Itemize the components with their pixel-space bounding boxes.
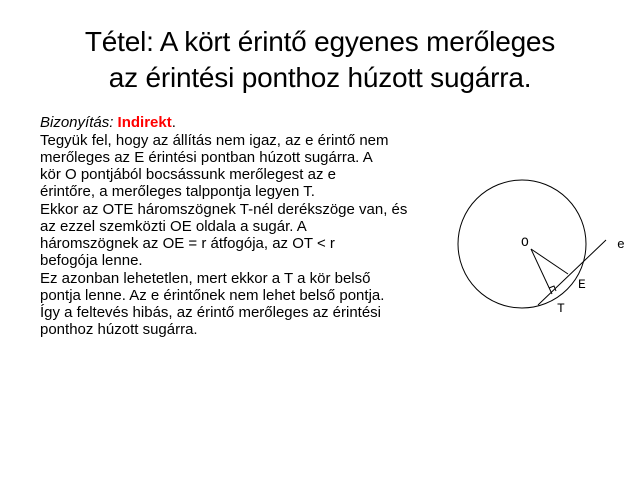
- label-E: E: [578, 277, 586, 292]
- text-line: merőleges az E érintési pontban húzott sugárra. A: [40, 149, 373, 166]
- label-O: O: [521, 235, 529, 250]
- paragraph-triangle: [40, 201, 490, 269]
- text-line: befogója lenne.: [40, 252, 143, 269]
- slide-title: [0, 24, 640, 96]
- text-line: Ekkor az OTE háromszögnek T-nél derékszöge van, és: [40, 201, 408, 218]
- proof-kind: Indirekt: [117, 114, 172, 131]
- geometry-figure: [450, 170, 640, 330]
- proof-body: [40, 114, 490, 339]
- title-line-1: Tétel: A kört érintő egyenes merőleges: [84, 26, 556, 57]
- figure-svg: [450, 170, 640, 330]
- text-line: Tegyük fel, hogy az állítás nem igaz, az e érintő nem: [40, 132, 389, 149]
- text-line: az ezzel szemközti OE oldala a sugár. A: [40, 218, 307, 235]
- proof-label: Bizonyítás:: [40, 114, 114, 131]
- text-line: Ez azonban lehetetlen, mert ekkor a T a kör belső: [40, 270, 371, 287]
- label-T: T: [557, 301, 565, 316]
- text-line: háromszögnek az OE = r átfogója, az OT < r: [40, 235, 335, 252]
- text-line: ponthoz húzott sugárra.: [40, 321, 198, 338]
- proof-kind-suffix: .: [171, 114, 176, 131]
- paragraph-conclusion: [40, 270, 490, 338]
- paragraph-assumption: [40, 132, 490, 200]
- text-line: pontja lenne. Az e érintőnek nem lehet belső pontja.: [40, 287, 385, 304]
- label-e: e: [617, 237, 625, 252]
- text-line: Így a feltevés hibás, az érintő merőleges az érintési: [40, 304, 382, 321]
- title-line-2: az érintési ponthoz húzott sugárra.: [108, 62, 532, 93]
- tangent-line-e: [538, 240, 606, 305]
- text-line: kör O pontjából bocsássunk merőlegest az e: [40, 166, 336, 183]
- text-line: érintőre, a merőleges talppontja legyen T.: [40, 183, 315, 200]
- proof-heading: [40, 114, 490, 131]
